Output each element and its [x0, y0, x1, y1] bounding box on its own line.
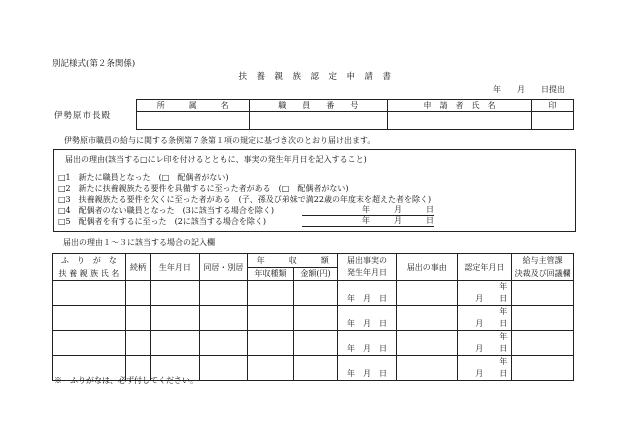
table-row [53, 331, 574, 356]
th-income: 年 収 額 [248, 254, 338, 268]
cell-admin[interactable] [512, 331, 574, 356]
reason-item-3[interactable]: □3 扶養親族たる要件を欠くに至った者がある (子、孫及び弟妹で満22歳の年度末を超えた者を除く) [58, 195, 432, 204]
form-title: 扶 養 親 族 認 定 申 請 書 [238, 72, 392, 82]
cell-income-type[interactable] [248, 306, 294, 331]
reason-item-4[interactable]: □4 配偶者のない職員となった (3に該当する場合を除く) [58, 206, 274, 215]
cell-approval[interactable] [457, 306, 512, 331]
cell-name[interactable] [53, 331, 126, 356]
approval-month-day: 月 日 [475, 344, 508, 353]
cell-income-type[interactable] [248, 281, 294, 306]
cell-relation[interactable] [125, 281, 150, 306]
th-reason: 届出の事由 [396, 254, 457, 281]
cell-name[interactable] [53, 281, 126, 306]
cell-income-amount[interactable] [293, 281, 338, 306]
cell-relation[interactable] [125, 306, 150, 331]
cell-reason[interactable] [396, 306, 457, 331]
th-income-amount: 金額(円) [293, 267, 338, 281]
approval-year: 年 [499, 282, 508, 291]
th-relation: 続柄 [125, 254, 150, 281]
ymd-text: 年 月 日 [347, 294, 388, 303]
col-department: 所 属 名 [136, 100, 249, 112]
cell-cohab[interactable] [199, 306, 248, 331]
intro-text: 伊勢原市職員の給与に関する条例第７条第１項の規定に基づき次のとおり届け出ます。 [64, 136, 376, 145]
reason-item-1[interactable]: □1 新たに職員となった (□ 配偶者がない) [58, 173, 229, 182]
cell-reason[interactable] [396, 356, 457, 381]
employee-number-field[interactable] [249, 112, 387, 130]
applicant-header-table [52, 99, 574, 130]
cell-occurrence[interactable] [338, 306, 397, 331]
approval-month-day: 月 日 [475, 369, 508, 378]
reason-5-date[interactable]: 年 月 日 [302, 215, 434, 227]
cell-income-amount[interactable] [293, 356, 338, 381]
reasons-heading: 届出の理由(該当する□にレ印を付けるとともに、事実の発生年月日を記入すること) [65, 155, 367, 164]
dependents-table [52, 253, 574, 381]
approval-month-day: 月 日 [475, 294, 508, 303]
cell-income-type[interactable] [248, 356, 294, 381]
cell-reason[interactable] [396, 281, 457, 306]
cell-occurrence[interactable] [338, 331, 397, 356]
reason-item-2[interactable]: □2 新たに扶養親族たる要件を具備するに至った者がある (□ 配偶者がない) [58, 184, 349, 193]
cell-income-amount[interactable] [293, 306, 338, 331]
department-field[interactable] [136, 112, 249, 130]
cell-dob[interactable] [151, 331, 200, 356]
th-occurrence: 届出事実の 発生年月日 [338, 254, 397, 281]
cell-admin[interactable] [512, 356, 574, 381]
approval-year: 年 [499, 357, 508, 366]
th-approval: 認定年月日 [457, 254, 512, 281]
cell-dob[interactable] [151, 306, 200, 331]
ymd-text: 年 月 日 [347, 319, 388, 328]
addressee: 伊勢原市長殿 [52, 100, 136, 130]
col-seal: 印 [532, 100, 574, 112]
ymd-text: 年 月 日 [347, 369, 388, 378]
cell-income-type[interactable] [248, 331, 294, 356]
submission-date: 年 月 日提出 [493, 85, 565, 94]
cell-cohab[interactable] [199, 356, 248, 381]
form-id: 別記様式(第２条関係) [52, 59, 136, 69]
cell-name[interactable] [53, 306, 126, 331]
cell-admin[interactable] [512, 306, 574, 331]
approval-year: 年 [499, 307, 508, 316]
cell-reason[interactable] [396, 331, 457, 356]
cell-dob[interactable] [151, 281, 200, 306]
th-income-type: 年収種類 [248, 267, 294, 281]
seal-field[interactable] [532, 112, 574, 130]
approval-month-day: 月 日 [475, 319, 508, 328]
cell-approval[interactable] [457, 331, 512, 356]
cell-income-amount[interactable] [293, 331, 338, 356]
table-row [53, 281, 574, 306]
reason-4-date[interactable]: 年 月 日 [302, 204, 434, 216]
cell-cohab[interactable] [199, 281, 248, 306]
reasons-box [53, 149, 576, 232]
cell-occurrence[interactable] [338, 356, 397, 381]
th-admin: 給与主管課 決裁及び回議欄 [512, 254, 574, 281]
cell-occurrence[interactable] [338, 281, 397, 306]
col-applicant-name: 申 請 者 氏 名 [387, 100, 531, 112]
applicant-name-field[interactable] [387, 112, 531, 130]
cell-approval[interactable] [457, 356, 512, 381]
approval-year: 年 [499, 332, 508, 341]
cell-admin[interactable] [512, 281, 574, 306]
th-dob: 生年月日 [151, 254, 200, 281]
cell-approval[interactable] [457, 281, 512, 306]
th-name: ふ り が な 扶 養 親 族 氏 名 [53, 254, 126, 281]
table-caption: 届出の理由１～３に該当する場合の記入欄 [63, 238, 215, 247]
ymd-text: 年 月 日 [347, 344, 388, 353]
reason-item-5[interactable]: □5 配偶者を有するに至った (2に該当する場合を除く) [58, 217, 266, 226]
th-cohabitation: 同居・別居 [199, 254, 248, 281]
cell-relation[interactable] [125, 331, 150, 356]
col-employee-number: 職 員 番 号 [249, 100, 387, 112]
footnote: ※ ふりがなは、必ず付してください。 [54, 376, 198, 385]
cell-cohab[interactable] [199, 331, 248, 356]
table-row [53, 306, 574, 331]
